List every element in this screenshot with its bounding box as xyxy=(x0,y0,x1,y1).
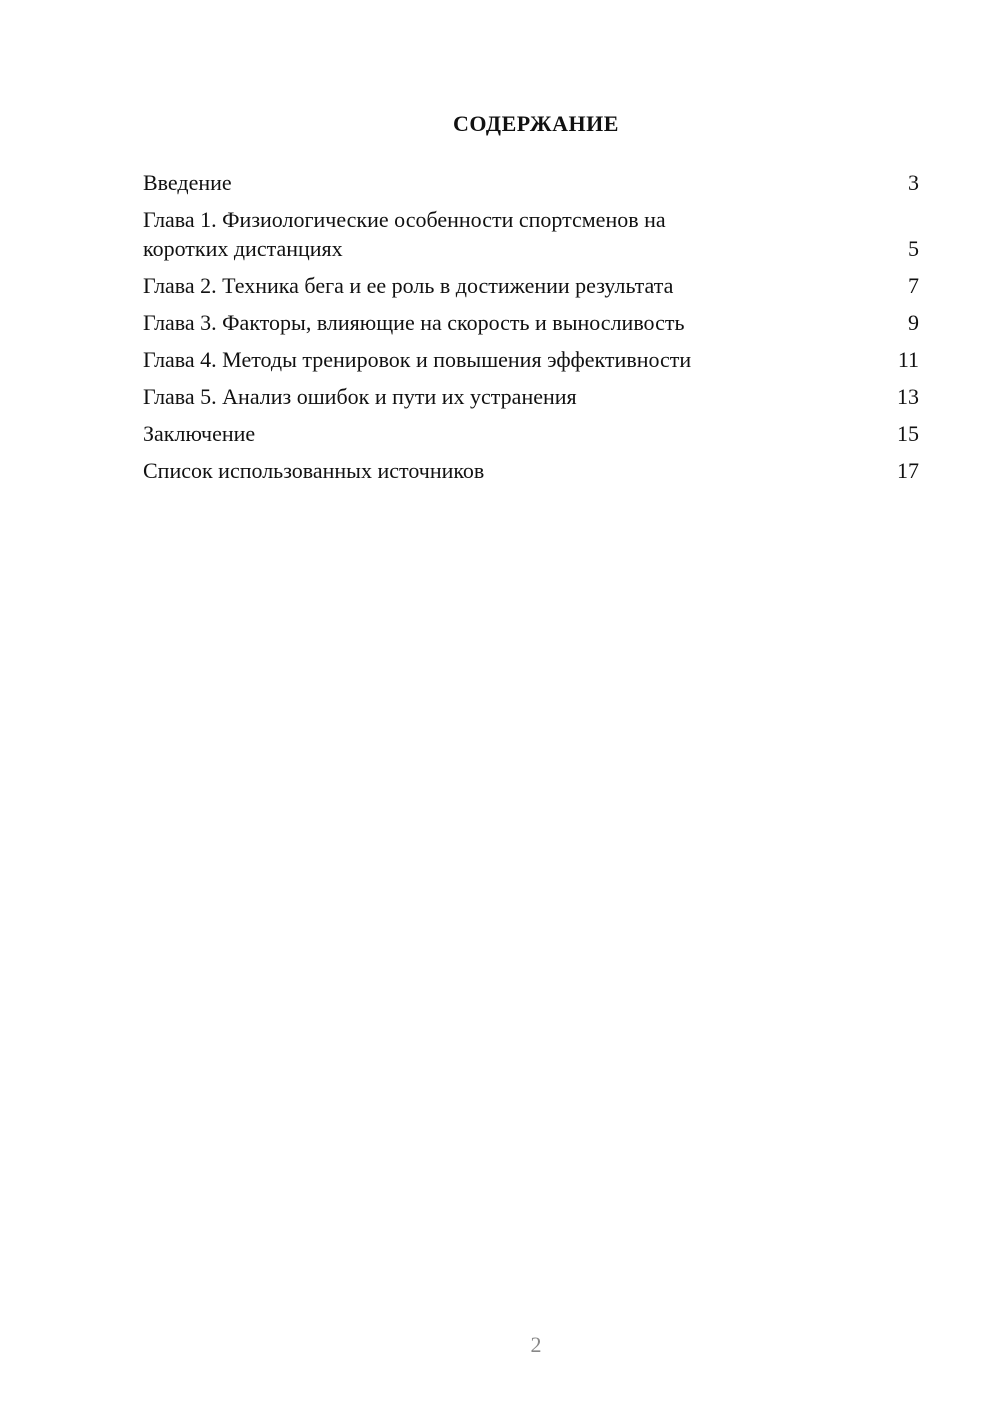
toc-entry-title: Глава 4. Методы тренировок и повышения эффективности xyxy=(143,347,692,372)
toc-entry-page-number: 15 xyxy=(897,421,919,446)
toc-entry-title: Глава 3. Факторы, влияющие на скорость и выносливость xyxy=(143,310,685,335)
toc-entry-page-number: 5 xyxy=(908,236,919,261)
toc-entry-title: Глава 5. Анализ ошибок и пути их устранения xyxy=(143,384,577,409)
toc-entry-title: Глава 2. Техника бега и ее роль в достижении результата xyxy=(143,273,674,298)
toc-entry-page-number: 3 xyxy=(908,170,919,195)
toc-entry xyxy=(143,345,919,374)
toc-entry-page-number: 7 xyxy=(908,273,919,298)
toc-entry xyxy=(143,456,919,485)
toc-entry xyxy=(143,168,919,197)
toc-entry xyxy=(143,419,919,448)
table-of-contents xyxy=(143,168,919,493)
toc-entry xyxy=(143,205,919,263)
toc-entry-page-number: 17 xyxy=(897,458,919,483)
toc-entry xyxy=(143,382,919,411)
page-title: СОДЕРЖАНИЕ xyxy=(453,110,619,136)
toc-entry-title: Список использованных источников xyxy=(143,458,485,483)
toc-entry-title: Глава 1. Физиологические особенности спортсменов на коротких дистанциях xyxy=(143,207,666,261)
page-number: 2 xyxy=(530,1332,542,1357)
toc-entry xyxy=(143,271,919,300)
toc-entry-title: Введение xyxy=(143,170,232,195)
toc-entry-title: Заключение xyxy=(143,421,256,446)
toc-entry xyxy=(143,308,919,337)
toc-entry-page-number: 11 xyxy=(897,347,919,372)
toc-entry-page-number: 9 xyxy=(908,310,919,335)
toc-entry-page-number: 13 xyxy=(897,384,919,409)
